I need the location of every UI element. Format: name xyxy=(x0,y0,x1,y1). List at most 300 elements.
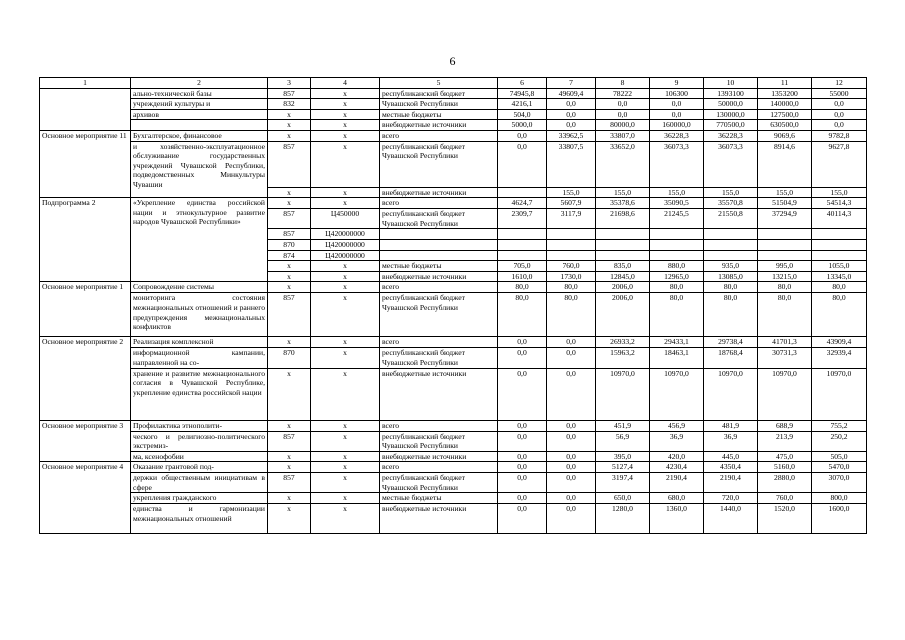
year-amount: 2190,4 xyxy=(704,473,758,493)
measure-description: хранение и развитие межнационального согласия в Чувашской Республике, укрепление единства российской нации xyxy=(131,368,268,420)
table-row xyxy=(40,337,867,348)
header-cell: 3 xyxy=(268,78,311,89)
funding-source: внебюджетные источники xyxy=(380,368,498,420)
year-amount: 80,0 xyxy=(704,282,758,293)
target-article-code: x xyxy=(311,261,380,272)
table-row xyxy=(40,141,867,187)
year-amount: 10970,0 xyxy=(704,368,758,420)
year-amount: 0,0 xyxy=(547,120,596,131)
year-amount: 41701,3 xyxy=(758,337,812,348)
year-amount: 35090,5 xyxy=(650,198,704,209)
year-amount: 12845,0 xyxy=(596,271,650,282)
year-amount: 80,0 xyxy=(498,282,547,293)
year-amount: 127500,0 xyxy=(758,109,812,120)
funding-source: республиканский бюджет Чувашской Республики xyxy=(380,293,498,337)
target-article-code: x xyxy=(311,99,380,110)
year-amount: 835,0 xyxy=(596,261,650,272)
year-amount: 12965,0 xyxy=(650,271,704,282)
measure-name: Основное мероприятие 2 xyxy=(40,337,131,420)
header-cell: 12 xyxy=(812,78,867,89)
table-row xyxy=(40,504,867,534)
target-article-code: x xyxy=(311,198,380,209)
funding-source xyxy=(380,239,498,250)
year-amount: 1600,0 xyxy=(812,504,867,534)
grbs-code: 832 xyxy=(268,99,311,110)
header-cell: 9 xyxy=(650,78,704,89)
measure-description: архивов xyxy=(131,109,268,120)
target-article-code: x xyxy=(311,493,380,504)
target-article-code: Ц420000000 xyxy=(311,250,380,261)
budget-table xyxy=(39,77,867,534)
measure-description: ческого и религиозно-политического экстремиз- xyxy=(131,431,268,451)
year-amount xyxy=(758,229,812,240)
target-article-code: x xyxy=(311,451,380,462)
year-amount: 1440,0 xyxy=(704,504,758,534)
funding-source: местные бюджеты xyxy=(380,109,498,120)
year-amount: 2190,4 xyxy=(650,473,704,493)
year-amount xyxy=(758,239,812,250)
year-amount xyxy=(812,250,867,261)
target-article-code: x xyxy=(311,187,380,198)
year-amount: 33962,5 xyxy=(547,130,596,141)
grbs-code: x xyxy=(268,109,311,120)
measure-name: Основное мероприятие 4 xyxy=(40,462,131,534)
measure-name: Подпрограмма 2 xyxy=(40,198,131,282)
target-article-code: x xyxy=(311,109,380,120)
year-amount: 33807,0 xyxy=(596,130,650,141)
year-amount: 0,0 xyxy=(650,99,704,110)
year-amount: 36073,3 xyxy=(704,141,758,187)
table-row xyxy=(40,451,867,462)
grbs-code: x xyxy=(268,420,311,431)
target-article-code: x xyxy=(311,130,380,141)
year-amount: 0,0 xyxy=(547,473,596,493)
target-article-code: x xyxy=(311,88,380,99)
funding-source: республиканский бюджет Чувашской Республики xyxy=(380,209,498,229)
year-amount: 5470,0 xyxy=(812,462,867,473)
grbs-code: 857 xyxy=(268,473,311,493)
year-amount: 155,0 xyxy=(596,187,650,198)
year-amount: 451,9 xyxy=(596,420,650,431)
measure-description: «Укрепление единства российской нации и этнокультурное развитие народов Чувашской Республики» xyxy=(131,198,268,282)
year-amount: 1280,0 xyxy=(596,504,650,534)
funding-source: всего xyxy=(380,420,498,431)
year-amount xyxy=(498,187,547,198)
year-amount: 5607,9 xyxy=(547,198,596,209)
year-amount: 80,0 xyxy=(704,293,758,337)
year-amount: 800,0 xyxy=(812,493,867,504)
year-amount: 106300 xyxy=(650,88,704,99)
year-amount: 36,9 xyxy=(650,431,704,451)
year-amount: 5127,4 xyxy=(596,462,650,473)
funding-source: республиканский бюджет xyxy=(380,88,498,99)
year-amount: 40114,3 xyxy=(812,209,867,229)
measure-name: Основное мероприятие 1 xyxy=(40,282,131,337)
year-amount: 0,0 xyxy=(547,493,596,504)
year-amount xyxy=(812,229,867,240)
target-article-code: x xyxy=(311,141,380,187)
header-cell: 10 xyxy=(704,78,758,89)
year-amount: 26933,2 xyxy=(596,337,650,348)
funding-source: всего xyxy=(380,130,498,141)
year-amount: 155,0 xyxy=(650,187,704,198)
year-amount: 80,0 xyxy=(812,282,867,293)
year-amount: 650,0 xyxy=(596,493,650,504)
year-amount: 155,0 xyxy=(704,187,758,198)
year-amount: 49609,4 xyxy=(547,88,596,99)
year-amount: 80,0 xyxy=(547,282,596,293)
table-row xyxy=(40,282,867,293)
measure-description: Бухгалтерское, финансовое xyxy=(131,130,268,141)
year-amount: 760,0 xyxy=(547,261,596,272)
measure-description: держки общественным инициативам в сфере xyxy=(131,473,268,493)
funding-source: всего xyxy=(380,282,498,293)
year-amount: 0,0 xyxy=(498,420,547,431)
year-amount: 9627,8 xyxy=(812,141,867,187)
table-row xyxy=(40,348,867,368)
grbs-code: 857 xyxy=(268,293,311,337)
year-amount: 74945,8 xyxy=(498,88,547,99)
year-amount: 35378,6 xyxy=(596,198,650,209)
year-amount xyxy=(547,239,596,250)
header-cell: 1 xyxy=(40,78,131,89)
year-amount: 475,0 xyxy=(758,451,812,462)
grbs-code: x xyxy=(268,504,311,534)
year-amount xyxy=(596,239,650,250)
target-article-code: Ц420000000 xyxy=(311,239,380,250)
year-amount xyxy=(758,250,812,261)
target-article-code: x xyxy=(311,420,380,431)
year-amount: 37294,9 xyxy=(758,209,812,229)
year-amount: 1393100 xyxy=(704,88,758,99)
year-amount: 33807,5 xyxy=(547,141,596,187)
year-amount: 0,0 xyxy=(498,462,547,473)
funding-source: Чувашской Республики xyxy=(380,99,498,110)
year-amount: 4624,7 xyxy=(498,198,547,209)
grbs-code: x xyxy=(268,120,311,131)
year-amount: 5000,0 xyxy=(498,120,547,131)
year-amount: 80000,0 xyxy=(596,120,650,131)
measure-description: учреждений культуры и xyxy=(131,99,268,110)
target-article-code: Ц420000000 xyxy=(311,229,380,240)
year-amount: 36228,3 xyxy=(650,130,704,141)
year-amount: 15963,2 xyxy=(596,348,650,368)
year-amount: 680,0 xyxy=(650,493,704,504)
year-amount: 420,0 xyxy=(650,451,704,462)
table-row xyxy=(40,88,867,99)
funding-source: республиканский бюджет Чувашской Республики xyxy=(380,141,498,187)
funding-source: местные бюджеты xyxy=(380,261,498,272)
table-row xyxy=(40,431,867,451)
year-amount: 456,9 xyxy=(650,420,704,431)
grbs-code: 870 xyxy=(268,239,311,250)
year-amount: 0,0 xyxy=(498,130,547,141)
header-cell: 11 xyxy=(758,78,812,89)
measure-description: Профилактика этнополити- xyxy=(131,420,268,431)
year-amount: 36073,3 xyxy=(650,141,704,187)
year-amount: 80,0 xyxy=(650,293,704,337)
year-amount: 1353200 xyxy=(758,88,812,99)
grbs-code: x xyxy=(268,261,311,272)
year-amount: 2006,0 xyxy=(596,282,650,293)
year-amount: 0,0 xyxy=(498,368,547,420)
year-amount: 995,0 xyxy=(758,261,812,272)
header-cell: 5 xyxy=(380,78,498,89)
year-amount: 760,0 xyxy=(758,493,812,504)
funding-source: всего xyxy=(380,462,498,473)
target-article-code: x xyxy=(311,282,380,293)
year-amount: 29433,1 xyxy=(650,337,704,348)
grbs-code: x xyxy=(268,130,311,141)
target-article-code: x xyxy=(311,293,380,337)
year-amount: 10970,0 xyxy=(758,368,812,420)
year-amount: 3197,4 xyxy=(596,473,650,493)
target-article-code: x xyxy=(311,337,380,348)
year-amount: 0,0 xyxy=(812,99,867,110)
year-amount: 250,2 xyxy=(812,431,867,451)
target-article-code: Ц450000 xyxy=(311,209,380,229)
year-amount: 13085,0 xyxy=(704,271,758,282)
funding-source: всего xyxy=(380,337,498,348)
year-amount: 21550,8 xyxy=(704,209,758,229)
year-amount: 155,0 xyxy=(758,187,812,198)
grbs-code: 857 xyxy=(268,88,311,99)
year-amount: 1730,0 xyxy=(547,271,596,282)
year-amount: 0,0 xyxy=(547,99,596,110)
year-amount xyxy=(812,239,867,250)
year-amount: 5160,0 xyxy=(758,462,812,473)
table-row xyxy=(40,293,867,337)
grbs-code: 874 xyxy=(268,250,311,261)
year-amount: 630500,0 xyxy=(758,120,812,131)
year-amount: 0,0 xyxy=(498,493,547,504)
table-row xyxy=(40,368,867,420)
year-amount: 688,9 xyxy=(758,420,812,431)
year-amount: 755,2 xyxy=(812,420,867,431)
grbs-code: x xyxy=(268,198,311,209)
target-article-code: x xyxy=(311,348,380,368)
year-amount: 10970,0 xyxy=(812,368,867,420)
year-amount: 51504,9 xyxy=(758,198,812,209)
target-article-code: x xyxy=(311,462,380,473)
year-amount: 13345,0 xyxy=(812,271,867,282)
year-amount: 2880,0 xyxy=(758,473,812,493)
year-amount xyxy=(650,239,704,250)
year-amount: 0,0 xyxy=(498,431,547,451)
year-amount: 720,0 xyxy=(704,493,758,504)
year-amount xyxy=(498,239,547,250)
year-amount: 0,0 xyxy=(498,504,547,534)
year-amount: 0,0 xyxy=(547,348,596,368)
year-amount: 10970,0 xyxy=(650,368,704,420)
measure-name: Основное мероприятие 3 xyxy=(40,420,131,462)
grbs-code: x xyxy=(268,451,311,462)
year-amount: 3070,0 xyxy=(812,473,867,493)
year-amount: 505,0 xyxy=(812,451,867,462)
year-amount: 80,0 xyxy=(498,293,547,337)
year-amount xyxy=(547,250,596,261)
year-amount: 0,0 xyxy=(547,368,596,420)
year-amount: 0,0 xyxy=(547,451,596,462)
year-amount: 18768,4 xyxy=(704,348,758,368)
year-amount: 55000 xyxy=(812,88,867,99)
year-amount: 160000,0 xyxy=(650,120,704,131)
year-amount: 21698,6 xyxy=(596,209,650,229)
year-amount xyxy=(704,239,758,250)
year-amount xyxy=(596,250,650,261)
page-number: 6 xyxy=(449,54,456,68)
year-amount: 10970,0 xyxy=(596,368,650,420)
year-amount: 8914,6 xyxy=(758,141,812,187)
year-amount: 0,0 xyxy=(498,473,547,493)
year-amount: 2309,7 xyxy=(498,209,547,229)
measure-description: Оказание грантовой под- xyxy=(131,462,268,473)
table-row xyxy=(40,109,867,120)
target-article-code: x xyxy=(311,368,380,420)
year-amount: 30731,3 xyxy=(758,348,812,368)
year-amount xyxy=(547,229,596,240)
measure-description: ма, ксенофобии xyxy=(131,451,268,462)
year-amount: 18463,1 xyxy=(650,348,704,368)
funding-source xyxy=(380,250,498,261)
header-cell: 7 xyxy=(547,78,596,89)
year-amount: 3117,9 xyxy=(547,209,596,229)
measure-description: единства и гармонизации межнациональных отношений xyxy=(131,504,268,534)
year-amount: 29738,4 xyxy=(704,337,758,348)
year-amount: 0,0 xyxy=(498,451,547,462)
year-amount: 36228,3 xyxy=(704,130,758,141)
year-amount: 1520,0 xyxy=(758,504,812,534)
measure-name xyxy=(40,88,131,130)
year-amount: 1360,0 xyxy=(650,504,704,534)
year-amount: 0,0 xyxy=(812,120,867,131)
year-amount: 770500,0 xyxy=(704,120,758,131)
header-cell: 4 xyxy=(311,78,380,89)
year-amount: 935,0 xyxy=(704,261,758,272)
year-amount: 78222 xyxy=(596,88,650,99)
year-amount: 481,9 xyxy=(704,420,758,431)
year-amount: 56,9 xyxy=(596,431,650,451)
grbs-code: x xyxy=(268,493,311,504)
measure-name: Основное мероприятие 11 xyxy=(40,130,131,197)
year-amount xyxy=(704,250,758,261)
year-amount: 35570,8 xyxy=(704,198,758,209)
year-amount: 140000,0 xyxy=(758,99,812,110)
grbs-code: x xyxy=(268,271,311,282)
year-amount: 80,0 xyxy=(758,293,812,337)
target-article-code: x xyxy=(311,431,380,451)
year-amount: 36,9 xyxy=(704,431,758,451)
measure-description: и хозяйственно-эксплуатационное обслуживание государственных учреждений Чувашской Республики, подведомственных Минкультуры Чувашии xyxy=(131,141,268,198)
year-amount: 0,0 xyxy=(498,141,547,187)
year-amount: 880,0 xyxy=(650,261,704,272)
funding-source: республиканский бюджет Чувашской Республики xyxy=(380,431,498,451)
year-amount: 705,0 xyxy=(498,261,547,272)
funding-source: внебюджетные источники xyxy=(380,271,498,282)
target-article-code: x xyxy=(311,504,380,534)
year-amount: 0,0 xyxy=(547,462,596,473)
measure-description xyxy=(131,120,268,131)
header-cell: 6 xyxy=(498,78,547,89)
grbs-code: x xyxy=(268,187,311,198)
year-amount xyxy=(498,229,547,240)
measure-description: укрепления гражданского xyxy=(131,493,268,504)
target-article-code: x xyxy=(311,473,380,493)
table-row xyxy=(40,473,867,493)
target-article-code: x xyxy=(311,271,380,282)
measure-description: Сопровождение системы xyxy=(131,282,268,293)
year-amount: 9782,8 xyxy=(812,130,867,141)
header-cell: 2 xyxy=(131,78,268,89)
header-cell: 8 xyxy=(596,78,650,89)
year-amount: 32939,4 xyxy=(812,348,867,368)
year-amount: 445,0 xyxy=(704,451,758,462)
grbs-code: x xyxy=(268,282,311,293)
target-article-code: x xyxy=(311,120,380,131)
year-amount xyxy=(498,250,547,261)
grbs-code: 857 xyxy=(268,209,311,229)
year-amount xyxy=(650,229,704,240)
year-amount: 0,0 xyxy=(596,109,650,120)
year-amount: 0,0 xyxy=(547,420,596,431)
funding-source: республиканский бюджет Чувашской Республики xyxy=(380,473,498,493)
grbs-code: 870 xyxy=(268,348,311,368)
funding-source xyxy=(380,229,498,240)
year-amount: 2006,0 xyxy=(596,293,650,337)
table-row xyxy=(40,120,867,131)
table-row xyxy=(40,462,867,473)
year-amount xyxy=(596,229,650,240)
year-amount: 155,0 xyxy=(812,187,867,198)
year-amount: 4350,4 xyxy=(704,462,758,473)
year-amount xyxy=(650,250,704,261)
year-amount: 80,0 xyxy=(650,282,704,293)
measure-description: ально-технической базы xyxy=(131,88,268,99)
grbs-code: 857 xyxy=(268,141,311,187)
year-amount: 21245,5 xyxy=(650,209,704,229)
year-amount: 395,0 xyxy=(596,451,650,462)
table-row xyxy=(40,99,867,110)
funding-source: местные бюджеты xyxy=(380,493,498,504)
year-amount: 80,0 xyxy=(758,282,812,293)
table-row xyxy=(40,198,867,209)
funding-source: всего xyxy=(380,198,498,209)
table-row xyxy=(40,493,867,504)
grbs-code: x xyxy=(268,337,311,348)
year-amount: 4230,4 xyxy=(650,462,704,473)
funding-source: внебюджетные источники xyxy=(380,187,498,198)
year-amount: 50000,0 xyxy=(704,99,758,110)
header-row xyxy=(40,78,867,89)
year-amount: 0,0 xyxy=(498,337,547,348)
measure-description: информационной кампании, направленной на со- xyxy=(131,348,268,368)
funding-source: республиканский бюджет Чувашской Республики xyxy=(380,348,498,368)
year-amount: 9069,6 xyxy=(758,130,812,141)
year-amount: 0,0 xyxy=(547,504,596,534)
year-amount: 0,0 xyxy=(812,109,867,120)
year-amount: 4216,1 xyxy=(498,99,547,110)
year-amount: 13215,0 xyxy=(758,271,812,282)
funding-source: внебюджетные источники xyxy=(380,120,498,131)
measure-description: мониторинга состояния межнациональных отношений и раннего предупреждения межнациональных конфликтов xyxy=(131,293,268,337)
grbs-code: 857 xyxy=(268,431,311,451)
year-amount: 43909,4 xyxy=(812,337,867,348)
year-amount: 0,0 xyxy=(650,109,704,120)
year-amount: 0,0 xyxy=(596,99,650,110)
year-amount: 1055,0 xyxy=(812,261,867,272)
year-amount: 80,0 xyxy=(812,293,867,337)
year-amount xyxy=(704,229,758,240)
